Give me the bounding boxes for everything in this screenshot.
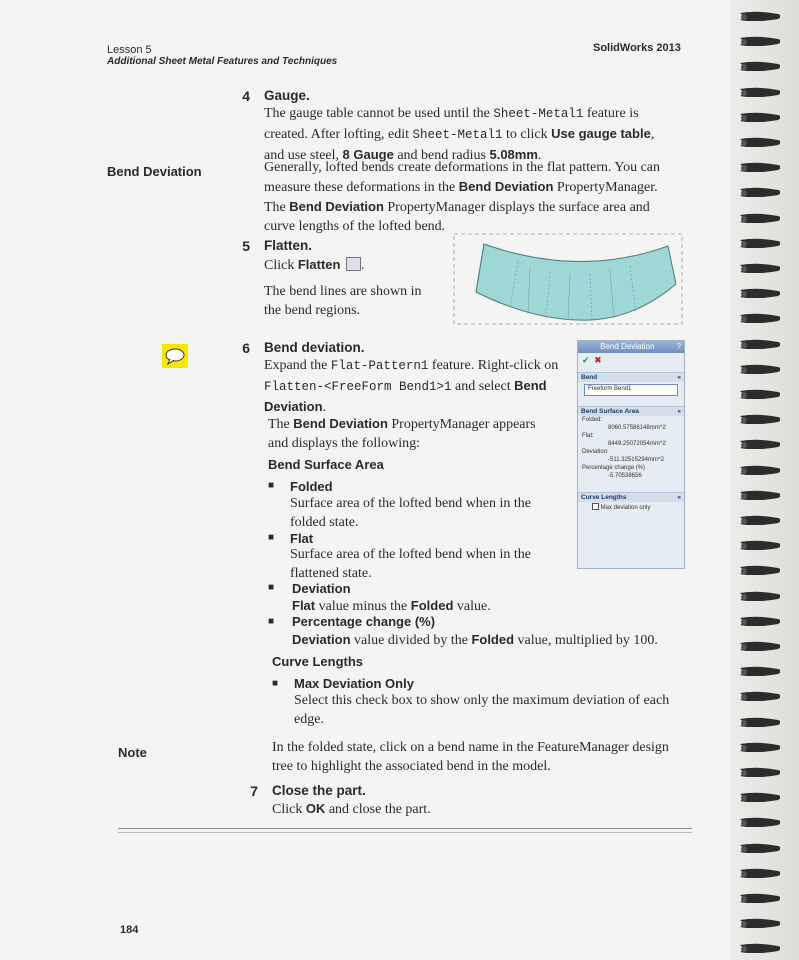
binding-coil (738, 136, 780, 147)
binding-coil (738, 615, 780, 626)
deviation-term: Deviation (292, 581, 351, 596)
percentage-term: Percentage change (%) (292, 614, 436, 629)
max-deviation-term: Max Deviation Only (294, 676, 414, 691)
pm-percentage-label: Percentage change (%) (582, 465, 646, 471)
binding-coil (738, 161, 780, 172)
binding-coil (738, 564, 780, 575)
bullet-icon: ■ (268, 532, 275, 543)
step-5-title: Flatten. (264, 238, 313, 253)
note-comment-icon (162, 344, 188, 368)
max-deviation-description: Select this check box to show only the maximum deviation of each edge. (294, 693, 670, 727)
pm-title-bar: Bend Deviation ? (578, 341, 684, 353)
step-4-number: 4 (242, 88, 250, 104)
product-name: SolidWorks 2013 (593, 42, 681, 54)
binding-coil (738, 86, 780, 97)
pm-section-curve-lengths[interactable]: Curve Lengths « (578, 492, 684, 502)
step-5-line1: Click Flatten . (264, 257, 365, 273)
bend-deviation-property-manager (577, 340, 685, 569)
binding-coil (738, 892, 780, 903)
binding-coil (738, 438, 780, 449)
binding-coil (738, 942, 780, 953)
binding-coil (738, 867, 780, 878)
section-divider (118, 832, 692, 833)
binding-coil (738, 514, 780, 525)
binding-coil (738, 464, 780, 475)
bullet-icon: ■ (268, 616, 275, 627)
side-heading-bend-deviation: Bend Deviation (107, 164, 202, 179)
percentage-description: Deviation value divided by the Folded value, multiplied by 100. (292, 632, 658, 648)
binding-coil (738, 590, 780, 601)
flat-term: Flat (290, 531, 314, 546)
binding-coil (738, 388, 780, 399)
ok-checkmark-icon[interactable]: ✔ (582, 355, 590, 365)
binding-coil (738, 186, 780, 197)
bullet-icon: ■ (272, 678, 279, 689)
running-header-left (107, 44, 337, 68)
step-6-number: 6 (242, 340, 250, 356)
bullet-icon: ■ (268, 480, 275, 491)
binding-coil (738, 690, 780, 701)
binding-coil (738, 287, 780, 298)
pm-section-surface-area[interactable]: Bend Surface Area « (578, 406, 684, 416)
binding-coil (738, 741, 780, 752)
binding-coil (738, 766, 780, 777)
pm-flat-label: Flat: (582, 433, 594, 439)
binding-coil (738, 212, 780, 223)
pm-deviation-label: Deviation: (582, 449, 609, 455)
binding-coil (738, 791, 780, 802)
bend-selection-box[interactable]: Freeform Bend1 (584, 384, 678, 396)
page-number: 184 (120, 924, 139, 936)
binding-coil (738, 489, 780, 500)
pm-deviation-value: -511.32515294mm^2 (608, 457, 665, 463)
binding-coil (738, 363, 780, 374)
binding-coil (738, 60, 780, 71)
step-6-pm-intro: The Bend Deviation PropertyManager appears and displays the following: (268, 416, 536, 451)
note-body: In the folded state, click on a bend name in the FeatureManager design tree to highlight the associated bend in the model. (272, 740, 669, 774)
pm-flat-value: 8449.25072054mm^2 (608, 441, 666, 447)
binding-coil (738, 816, 780, 827)
step-4-body: The gauge table cannot be used until the Sheet-Metal1 feature is created. After lofting, edit Sheet-Metal1 to click Use gauge table, and use steel, 8 Gauge and bend radius 5.08mm. (264, 106, 655, 163)
binding-coil (738, 237, 780, 248)
pm-section-bend[interactable]: Bend « (578, 372, 684, 382)
binding-coil (738, 10, 780, 21)
pm-folded-label: Folded: (582, 417, 603, 423)
bend-deviation-intro: Generally, lofted bends create deformations in the flat pattern. You can measure these deformations in the Bend Deviation PropertyManager. The Bend Deviation PropertyManager displays the surface area and curve lengths of the lofted bend. (264, 160, 661, 234)
section-divider (118, 828, 692, 829)
binding-coil (738, 35, 780, 46)
pm-percentage-value: -5.70538656 (608, 473, 642, 479)
binding-coil (738, 262, 780, 273)
collapse-icon[interactable]: « (677, 408, 681, 415)
binding-coil (738, 111, 780, 122)
step-6-body: Expand the Flat-Pattern1 feature. Right-click on Flatten-<FreeForm Bend1>1 and select Bend Deviation. (264, 358, 559, 415)
binding-coil (738, 665, 780, 676)
curve-lengths-heading: Curve Lengths (272, 654, 364, 669)
collapse-icon[interactable]: « (677, 374, 681, 381)
deviation-description: Flat value minus the Folded value. (292, 598, 491, 614)
step-4-title: Gauge. (264, 88, 310, 103)
step-7-number: 7 (250, 783, 258, 799)
step-7-body: Click OK and close the part. (272, 801, 431, 817)
bend-surface-area-heading: Bend Surface Area (268, 457, 384, 472)
binding-coil (738, 917, 780, 928)
step-7-title: Close the part. (272, 783, 366, 798)
checkbox-icon[interactable] (592, 503, 599, 510)
binding-coil (738, 413, 780, 424)
step-5-number: 5 (242, 238, 250, 254)
chapter-title: Additional Sheet Metal Features and Techniques (107, 56, 338, 67)
binding-coil (738, 338, 780, 349)
bullet-icon: ■ (268, 582, 275, 593)
cancel-x-icon[interactable]: ✖ (594, 355, 602, 365)
lesson-label: Lesson 5 (107, 44, 152, 56)
binding-coil (738, 716, 780, 727)
folded-description: Surface area of the lofted bend when in the folded state. (290, 496, 532, 530)
step-5-body: The bend lines are shown in the bend regions. (264, 284, 422, 318)
binding-coil (738, 842, 780, 853)
flat-pattern-image (440, 232, 685, 326)
folded-term: Folded (290, 479, 333, 494)
flat-description: Surface area of the lofted bend when in the flattened state. (290, 547, 532, 581)
binding-coil (738, 312, 780, 323)
step-6-title: Bend deviation. (264, 340, 365, 355)
binding-coil (738, 539, 780, 550)
pm-folded-value: 8060.57586148mm^2 (608, 425, 666, 431)
help-icon[interactable]: ? (676, 342, 681, 351)
max-deviation-checkbox[interactable]: Max deviation only (578, 502, 684, 512)
collapse-icon[interactable]: « (677, 494, 681, 501)
side-heading-note: Note (118, 745, 147, 760)
flatten-icon (346, 257, 361, 271)
binding-coil (738, 640, 780, 651)
